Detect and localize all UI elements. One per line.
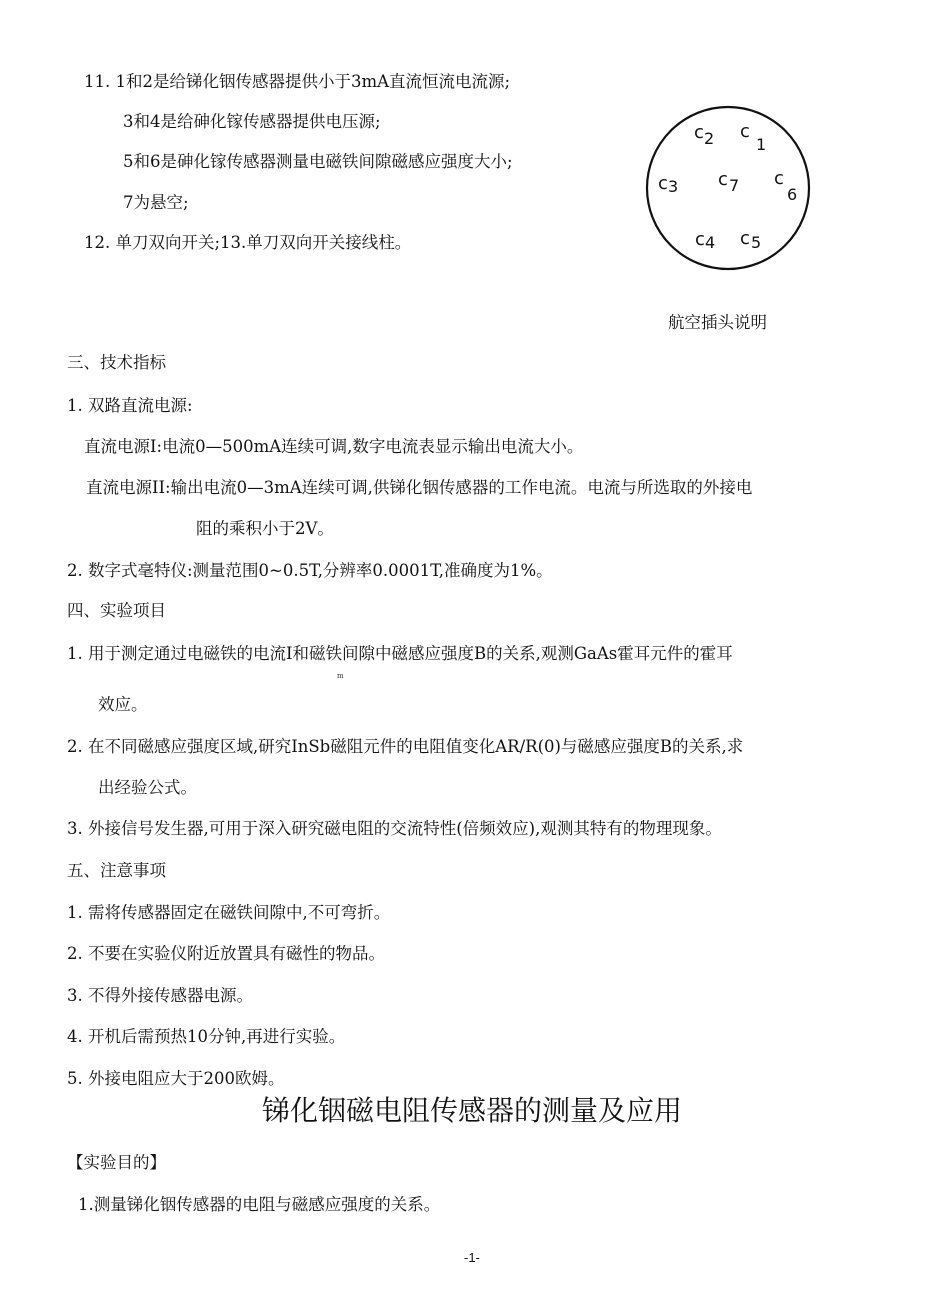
objective-1: 1.测量锑化铟传感器的电阻与磁感应强度的关系。 bbox=[78, 1195, 441, 1214]
item-12-13: 12. 单刀双向开关;13.单刀双向开关接线柱。 bbox=[84, 233, 412, 252]
aviation-plug-diagram bbox=[640, 104, 816, 274]
figure-caption: 航空插头说明 bbox=[668, 313, 767, 332]
note-4: 4. 开机后需预热10分钟,再进行实验。 bbox=[67, 1027, 346, 1046]
project-1-cont: 效应。 bbox=[98, 695, 148, 714]
project-3: 3. 外接信号发生器,可用于深入研究磁电阻的交流特性(倍频效应),观测其特有的物理现象。 bbox=[67, 819, 722, 838]
svg-text:c: c bbox=[695, 229, 705, 250]
svg-text:c: c bbox=[774, 168, 784, 189]
svg-text:5: 5 bbox=[751, 233, 762, 252]
plug-pin-4 bbox=[695, 229, 715, 252]
spec-1-source-i: 直流电源I:电流0—500mA连续可调,数字电流表显示输出电流大小。 bbox=[84, 437, 584, 456]
plug-pin-1 bbox=[740, 121, 766, 154]
plug-pin-6 bbox=[774, 168, 797, 204]
plug-pin-2 bbox=[694, 122, 714, 148]
svg-text:3: 3 bbox=[668, 177, 679, 196]
spec-1-source-ii: 直流电源II:输出电流0—3mA连续可调,供锑化铟传感器的工作电流。电流与所选取的外接电 bbox=[86, 478, 753, 497]
section-3-heading: 三、技术指标 bbox=[67, 353, 166, 372]
svg-text:c: c bbox=[740, 121, 750, 142]
page-number: -1- bbox=[464, 1250, 480, 1265]
item-11-pin-7: 7为悬空; bbox=[123, 193, 189, 212]
svg-text:7: 7 bbox=[729, 176, 740, 195]
section-4-heading: 四、实验项目 bbox=[67, 601, 166, 620]
item-11-pins-3-4: 3和4是给砷化镓传感器提供电压源; bbox=[123, 112, 381, 131]
item-11-pins-5-6: 5和6是砷化镓传感器测量电磁铁间隙磁感应强度大小; bbox=[123, 152, 513, 171]
note-1: 1. 需将传感器固定在磁铁间隙中,不可弯折。 bbox=[67, 903, 391, 922]
note-2: 2. 不要在实验仪附近放置具有磁性的物品。 bbox=[67, 944, 385, 963]
objective-heading: 【实验目的】 bbox=[67, 1153, 166, 1172]
spec-2: 2. 数字式毫特仪:测量范围0~0.5T,分辨率0.0001T,准确度为1%。 bbox=[67, 561, 553, 580]
svg-text:1: 1 bbox=[756, 135, 767, 154]
svg-text:2: 2 bbox=[704, 129, 715, 148]
plug-pin-5 bbox=[740, 228, 761, 252]
svg-text:c: c bbox=[694, 122, 704, 143]
svg-text:4: 4 bbox=[705, 233, 716, 252]
svg-text:6: 6 bbox=[787, 185, 798, 204]
project-2-cont: 出经验公式。 bbox=[98, 778, 197, 797]
svg-text:c: c bbox=[658, 173, 668, 194]
note-3: 3. 不得外接传感器电源。 bbox=[67, 986, 253, 1005]
svg-text:c: c bbox=[740, 228, 750, 249]
svg-text:c: c bbox=[718, 169, 728, 190]
project-2: 2. 在不同磁感应强度区域,研究InSb磁阻元件的电阻值变化AR/R(0)与磁感应强度B的关系,求 bbox=[67, 737, 744, 756]
item-11: 11. 1和2是给锑化铟传感器提供小于3mA直流恒流电流源; bbox=[84, 72, 511, 91]
spec-1: 1. 双路直流电源: bbox=[67, 396, 193, 415]
experiment-title: 锑化铟磁电阻传感器的测量及应用 bbox=[262, 1094, 683, 1127]
section-5-heading: 五、注意事项 bbox=[67, 861, 166, 880]
note-5: 5. 外接电阻应大于200欧姆。 bbox=[67, 1069, 285, 1088]
spec-1-source-ii-cont: 阻的乘积小于2V。 bbox=[196, 519, 334, 538]
plug-pin-7 bbox=[718, 169, 739, 195]
plug-pin-3 bbox=[658, 173, 678, 196]
subscript-mark: m bbox=[337, 672, 344, 680]
project-1: 1. 用于测定通过电磁铁的电流I和磁铁间隙中磁感应强度B的关系,观测GaAs霍耳元件的霍耳 bbox=[67, 644, 733, 663]
